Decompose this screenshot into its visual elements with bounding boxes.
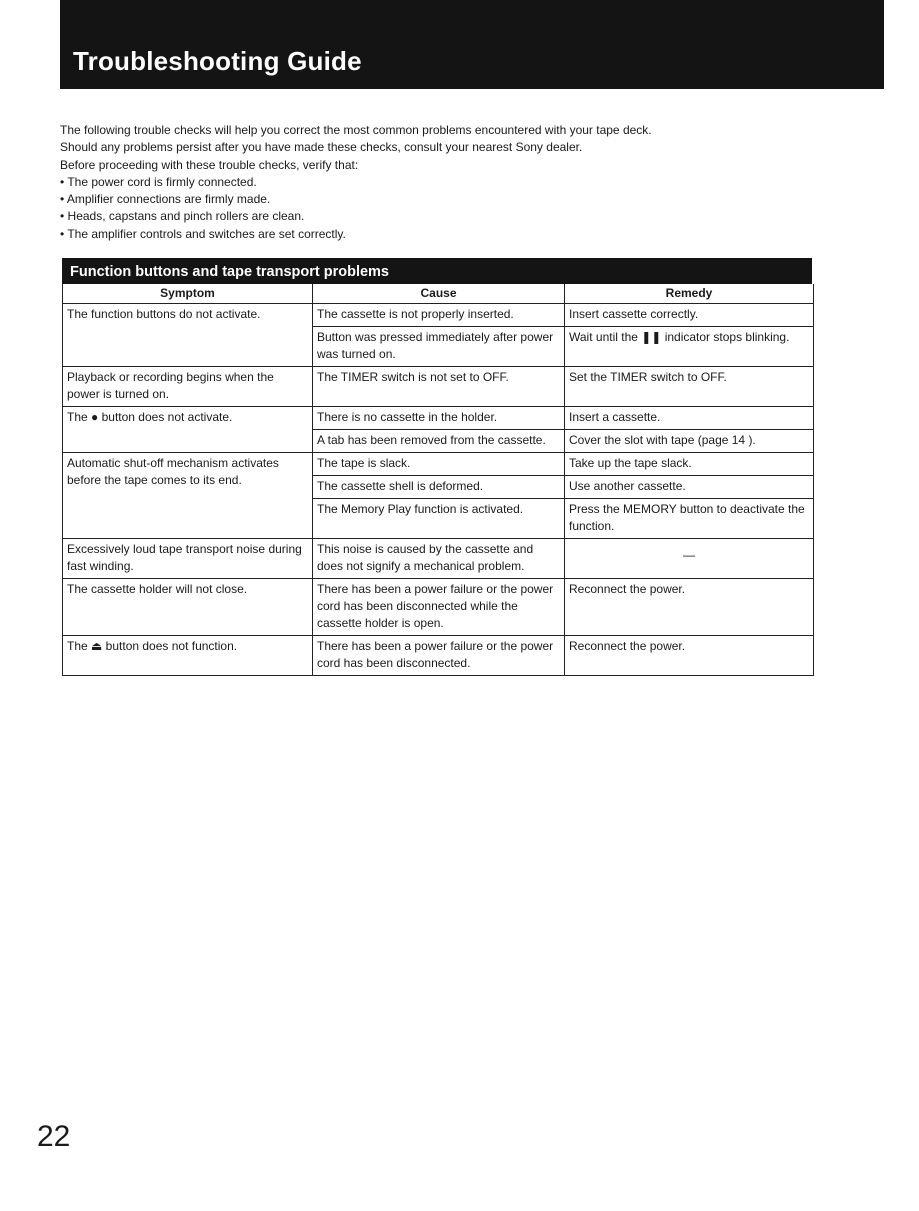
remedy-cell: Cover the slot with tape (page 14 ).	[565, 430, 814, 453]
checklist-item: • The amplifier controls and switches are set correctly.	[60, 226, 820, 243]
table-row	[63, 453, 814, 476]
cause-cell: This noise is caused by the cassette and does not signify a mechanical problem.	[313, 539, 565, 579]
symptom-cell: The cassette holder will not close.	[63, 579, 313, 636]
checklist-item: • Amplifier connections are firmly made.	[60, 191, 820, 208]
cause-cell: The tape is slack.	[313, 453, 565, 476]
cause-cell: There has been a power failure or the power cord has been disconnected while the cassette holder is open.	[313, 579, 565, 636]
remedy-cell: Set the TIMER switch to OFF.	[565, 367, 814, 407]
header-remedy: Remedy	[565, 284, 814, 304]
cause-cell: The TIMER switch is not set to OFF.	[313, 367, 565, 407]
remedy-cell: Press the MEMORY button to deactivate the function.	[565, 499, 814, 539]
title-bar	[60, 0, 884, 89]
table-row	[63, 367, 814, 407]
remedy-cell: Reconnect the power.	[565, 579, 814, 636]
remedy-cell: Reconnect the power.	[565, 636, 814, 676]
symptom-cell: The ⏏ button does not function.	[63, 636, 313, 676]
symptom-cell: The ● button does not activate.	[63, 407, 313, 453]
intro-line: The following trouble checks will help you correct the most common problems encountered with your tape deck.	[60, 123, 652, 137]
cause-cell: The cassette is not properly inserted.	[313, 304, 565, 327]
cause-cell: There has been a power failure or the power cord has been disconnected.	[313, 636, 565, 676]
remedy-cell: Wait until the ❚❚ indicator stops blinking.	[565, 327, 814, 367]
remedy-cell: Take up the tape slack.	[565, 453, 814, 476]
symptom-cell: Automatic shut-off mechanism activates before the tape comes to its end.	[63, 453, 313, 539]
remedy-cell: —	[565, 539, 814, 579]
table-header-row	[63, 284, 814, 304]
page-title: Troubleshooting Guide	[73, 46, 362, 76]
troubleshooting-table	[62, 284, 814, 676]
cause-cell: The Memory Play function is activated.	[313, 499, 565, 539]
cause-cell: There is no cassette in the holder.	[313, 407, 565, 430]
intro-line: Should any problems persist after you have made these checks, consult your nearest Sony dealer.	[60, 140, 583, 155]
section-header-bar	[62, 258, 812, 284]
header-cause: Cause	[313, 284, 565, 304]
page-number: 22	[37, 1120, 71, 1153]
symptom-cell: Playback or recording begins when the power is turned on.	[63, 367, 313, 407]
table-row	[63, 539, 814, 579]
header-symptom: Symptom	[63, 284, 313, 304]
cause-cell: The cassette shell is deformed.	[313, 476, 565, 499]
cause-cell: Button was pressed immediately after power was turned on.	[313, 327, 565, 367]
symptom-cell: Excessively loud tape transport noise during fast winding.	[63, 539, 313, 579]
intro-line: Before proceeding with these trouble checks, verify that:	[60, 157, 359, 172]
table-row	[63, 579, 814, 636]
table-row	[63, 636, 814, 676]
section-title: Function buttons and tape transport problems	[70, 264, 389, 280]
table-row	[63, 407, 814, 430]
remedy-cell: Insert a cassette.	[565, 407, 814, 430]
symptom-cell: The function buttons do not activate.	[63, 304, 313, 367]
remedy-cell: Insert cassette correctly.	[565, 304, 814, 327]
table-row	[63, 304, 814, 327]
checklist-item: • The power cord is firmly connected.	[60, 174, 820, 191]
checklist-item: • Heads, capstans and pinch rollers are clean.	[60, 208, 820, 225]
remedy-cell: Use another cassette.	[565, 476, 814, 499]
cause-cell: A tab has been removed from the cassette.	[313, 430, 565, 453]
intro-text	[60, 122, 820, 243]
